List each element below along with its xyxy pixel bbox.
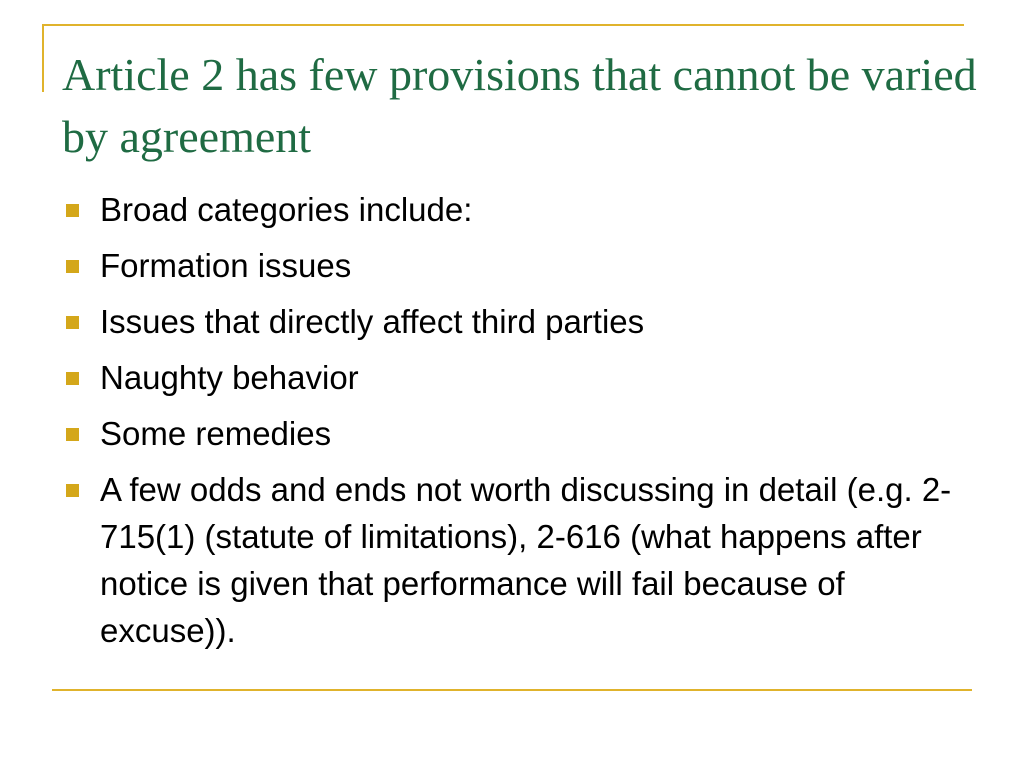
- square-bullet-icon: [66, 316, 79, 329]
- bullet-text: Broad categories include:: [100, 191, 473, 228]
- bullet-item: [62, 354, 962, 401]
- bullet-item: [62, 466, 962, 654]
- bullet-text: Some remedies: [100, 415, 332, 452]
- bullet-text: Formation issues: [100, 247, 352, 284]
- bullet-item: [62, 410, 962, 457]
- square-bullet-icon: [66, 260, 79, 273]
- square-bullet-icon: [66, 428, 79, 441]
- bullet-item: [62, 242, 962, 289]
- square-bullet-icon: [66, 204, 79, 217]
- bullet-text: A few odds and ends not worth discussing in detail (e.g. 2-715(1) (statute of limitations), 2-616 (what happens after notice is given that performance will fail because of excuse)).: [100, 471, 952, 649]
- bullet-item: [62, 186, 962, 233]
- slide-title: Article 2 has few provisions that cannot be varied by agreement: [62, 49, 977, 162]
- bullet-text: Issues that directly affect third parties: [100, 303, 645, 340]
- left-rule: [42, 24, 44, 92]
- bullet-text: Naughty behavior: [100, 359, 359, 396]
- square-bullet-icon: [66, 372, 79, 385]
- top-rule: [44, 24, 964, 26]
- bullet-list: [62, 186, 962, 663]
- bottom-rule: [52, 689, 972, 691]
- bullet-item: [62, 298, 962, 345]
- square-bullet-icon: [66, 484, 79, 497]
